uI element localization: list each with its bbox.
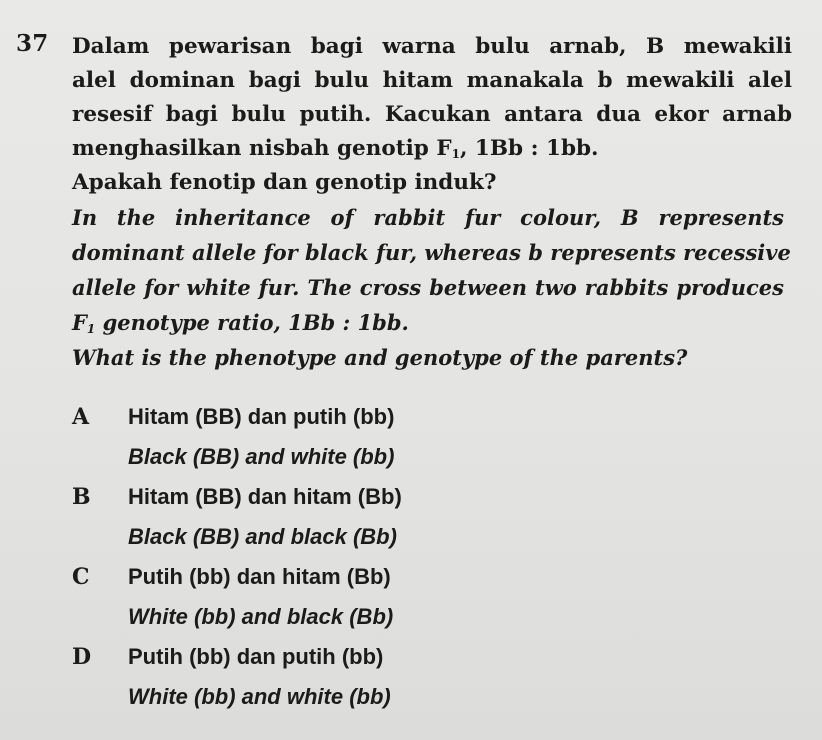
english-question: What is the phenotype and genotype of the parents? xyxy=(72,345,688,370)
option-d-letter: D xyxy=(72,644,92,670)
option-c-english: White (bb) and black (Bb) xyxy=(128,604,394,629)
option-b-letter: B xyxy=(72,484,91,510)
option-d-english: White (bb) and white (bb) xyxy=(128,684,391,709)
malay-line-4 xyxy=(72,132,792,166)
option-c-malay: Putih (bb) dan hitam (Bb) xyxy=(128,564,391,589)
english-line-3: allele for white fur. The cross between two rabbits produces xyxy=(72,275,784,300)
english-line-2: dominant allele for black fur, whereas b represents recessive xyxy=(72,240,791,265)
malay-line-1: Dalam pewarisan bagi warna bulu arnab, B mewakili xyxy=(72,34,792,59)
malay-f1-subscript: 1 xyxy=(451,147,460,161)
option-a-letter: A xyxy=(72,404,90,430)
answer-options xyxy=(72,398,772,718)
malay-line-2: alel dominan bagi bulu hitam manakala b mewakili alel xyxy=(72,68,792,93)
question-stem-malay xyxy=(72,30,792,200)
option-d[interactable] xyxy=(72,638,772,718)
english-line-4 xyxy=(72,305,784,340)
malay-line-3: resesif bagi bulu putih. Kacukan antara dua ekor arnab xyxy=(72,102,792,127)
option-d-malay: Putih (bb) dan putih (bb) xyxy=(128,644,384,669)
option-c[interactable] xyxy=(72,558,772,638)
option-a-english: Black (BB) and white (bb) xyxy=(128,444,395,469)
malay-question: Apakah fenotip dan genotip induk? xyxy=(72,170,497,195)
english-f1-subscript: 1 xyxy=(86,322,96,336)
option-c-letter: C xyxy=(72,564,90,590)
english-line-1: In the inheritance of rabbit fur colour, B represents xyxy=(72,205,784,230)
option-a[interactable] xyxy=(72,398,772,478)
malay-line-4-pre: menghasilkan nisbah genotip F xyxy=(72,136,452,161)
option-b[interactable] xyxy=(72,478,772,558)
option-a-malay: Hitam (BB) dan putih (bb) xyxy=(128,404,395,429)
question-number: 37 xyxy=(16,30,49,57)
malay-line-4-post: , 1Bb : 1bb. xyxy=(459,136,599,161)
english-line-4-pre: F xyxy=(72,310,87,335)
english-line-4-post: genotype ratio, 1Bb : 1bb. xyxy=(95,310,409,335)
option-b-malay: Hitam (BB) dan hitam (Bb) xyxy=(128,484,402,509)
question-stem-english xyxy=(72,200,791,375)
option-b-english: Black (BB) and black (Bb) xyxy=(128,524,397,549)
